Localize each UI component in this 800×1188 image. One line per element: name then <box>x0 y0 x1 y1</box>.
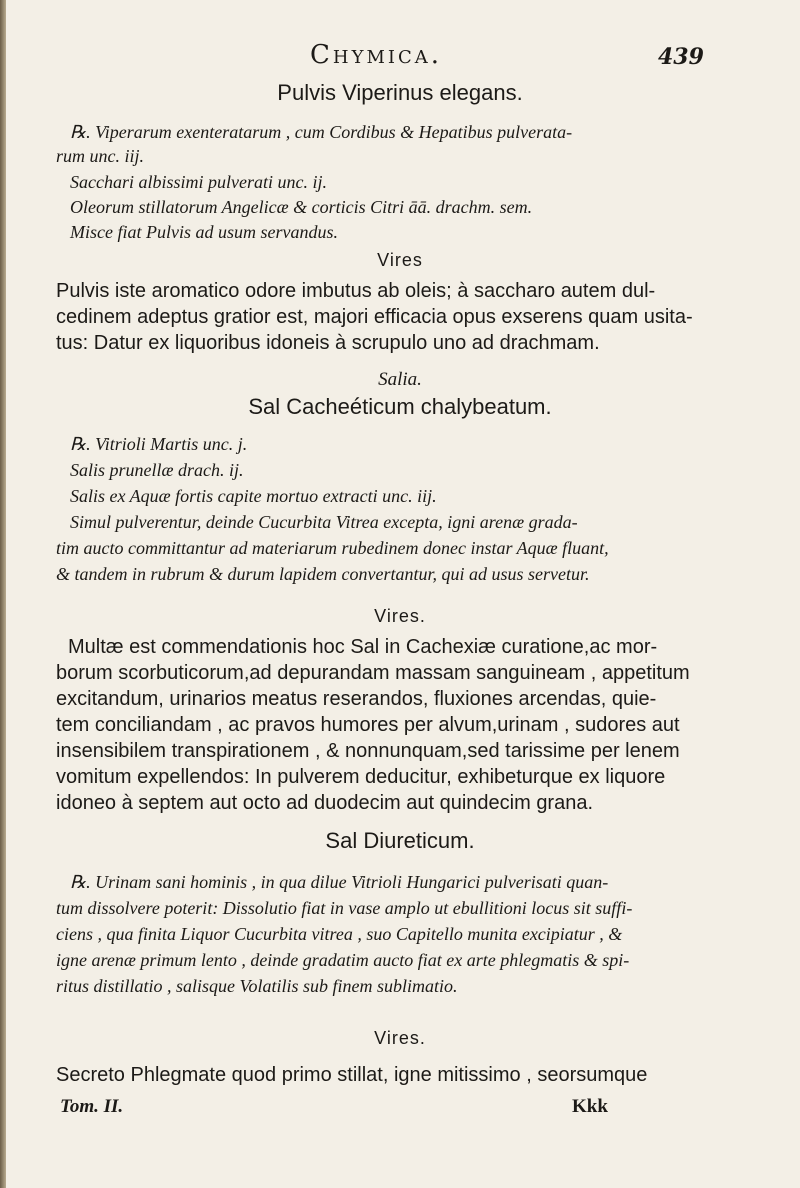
page-number: 439 <box>658 44 704 70</box>
recipe-line: Oleorum stillatorum Angelicæ & corticis Citri āā. drachm. sem. <box>70 197 533 217</box>
paragraph-line: borum scorbuticorum,ad depurandam massam sanguineam , appetitum <box>56 662 690 684</box>
paragraph-line: tus: Datur ex liquoribus idoneis à scrupulo uno ad drachmam. <box>56 332 600 354</box>
paragraph-line: excitandum, urinarios meatus reserandos, fluxiones arcendas, quie- <box>56 688 657 710</box>
gathering-signature: Kkk <box>572 1096 608 1117</box>
paragraph-line: vomitum expellendos: In pulverem deducitur, exhibeturque ex liquore <box>56 766 666 788</box>
paragraph-line: insensibilem transpirationem , & nonnunquam,sed tarissime per lenem <box>56 740 680 762</box>
paragraph-line: cedinem adeptus gratior est, majori efficacia opus exserens quam usita- <box>56 306 693 328</box>
recipe-line: ritus distillatio , salisque Volatilis sub finem sublimatio. <box>56 976 458 996</box>
paragraph-line: Pulvis iste aromatico odore imbutus ab oleis; à saccharo autem dul- <box>56 280 656 302</box>
paragraph-line: Secreto Phlegmate quod primo stillat, igne mitissimo , seorsumque <box>56 1064 648 1086</box>
recipe-line: ℞. Vitrioli Martis unc. j. <box>70 434 248 454</box>
section-heading-sal-cachecticum: Sal Cacheéticum chalybeatum. <box>248 394 552 419</box>
recipe-line: Sacchari albissimi pulverati unc. ij. <box>70 172 327 192</box>
recipe-line: rum unc. iij. <box>56 146 144 166</box>
section-subheading-salia: Salia. <box>378 369 422 390</box>
running-head-title: Chymica. <box>310 40 443 70</box>
recipe-line: ℞. Urinam sani hominis , in qua dilue Vitrioli Hungarici pulverisati quan- <box>70 872 609 892</box>
recipe-line: Salis ex Aquæ fortis capite mortuo extracti unc. iij. <box>70 486 437 506</box>
vires-heading: Vires. <box>374 1028 426 1048</box>
recipe-line: igne arenæ primum lento , deinde gradatim aucto fiat ex arte phlegmatis & spi- <box>56 950 630 970</box>
volume-signature: Tom. II. <box>60 1096 124 1117</box>
section-heading-sal-diureticum: Sal Diureticum. <box>325 828 475 853</box>
recipe-line: tum dissolvere poterit: Dissolutio fiat in vase amplo ut ebullitioni locus sit suffi- <box>56 898 633 918</box>
paragraph-line: tem conciliandam , ac pravos humores per alvum,urinam , sudores aut <box>56 714 680 736</box>
recipe-line: Misce fiat Pulvis ad usum servandus. <box>70 222 338 242</box>
vires-heading: Vires <box>377 250 423 270</box>
recipe-line: Simul pulverentur, deinde Cucurbita Vitrea excepta, igni arenæ grada- <box>70 512 578 532</box>
paragraph-line: Multæ est commendationis hoc Sal in Cachexiæ curatione,ac mor- <box>68 636 658 658</box>
vires-heading: Vires. <box>374 606 426 626</box>
paragraph-line: idoneo à septem aut octo ad duodecim aut quindecim grana. <box>56 792 594 814</box>
recipe-line: tim aucto committantur ad materiarum rubedinem donec instar Aquæ fluant, <box>56 538 609 558</box>
recipe-line: Salis prunellæ drach. ij. <box>70 460 244 480</box>
recipe-line: ciens , qua finita Liquor Cucurbita vitrea , suo Capitello munita excipiatur , & <box>56 924 623 944</box>
recipe-line: & tandem in rubrum & durum lapidem convertantur, qui ad usus servetur. <box>56 564 590 584</box>
section-heading-pulvis: Pulvis Viperinus elegans. <box>277 80 523 105</box>
recipe-line: ℞. Viperarum exenteratarum , cum Cordibus & Hepatibus pulverata- <box>70 122 573 142</box>
